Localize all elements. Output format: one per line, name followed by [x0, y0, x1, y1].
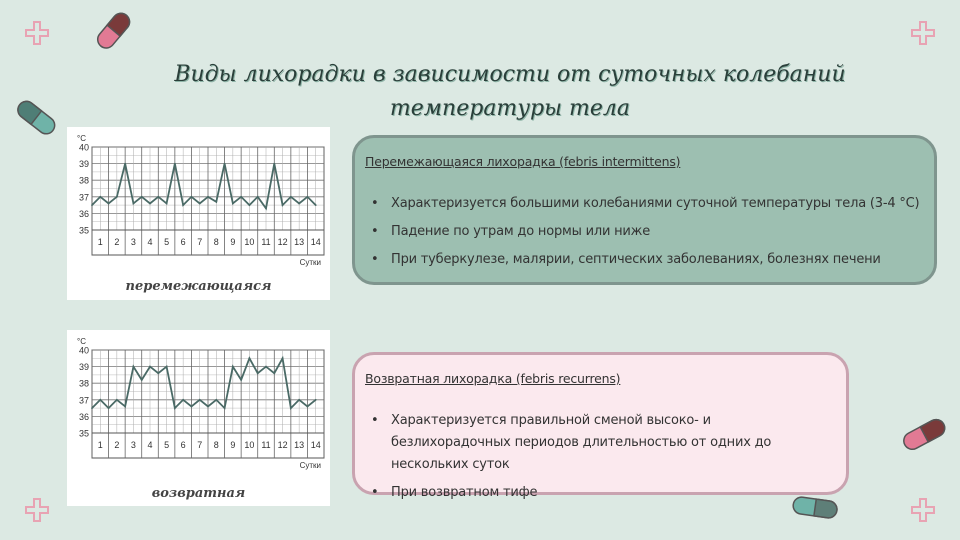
data-point	[191, 406, 193, 408]
data-point	[174, 163, 176, 165]
y-tick-label: 35	[78, 428, 89, 439]
data-point	[141, 196, 143, 198]
data-point	[108, 407, 110, 409]
chart-caption: возвратная	[151, 486, 246, 501]
data-point	[199, 399, 201, 401]
card-title: Возвратная лихорадка (febris recurrens)	[365, 371, 621, 386]
data-point	[182, 204, 184, 206]
y-tick-label: 38	[78, 175, 89, 186]
data-point	[257, 196, 259, 198]
data-point	[157, 372, 159, 374]
data-point	[149, 203, 151, 205]
day-label: 6	[180, 440, 186, 450]
recurrent-fever-card	[352, 352, 849, 500]
pill-icon	[92, 8, 136, 54]
intermittent-fever-chart-svg	[67, 127, 330, 300]
data-point	[108, 203, 110, 205]
day-label: 7	[197, 237, 203, 247]
data-point	[307, 196, 309, 198]
data-point	[124, 406, 126, 408]
day-label: 5	[164, 440, 170, 450]
data-point	[91, 407, 93, 409]
day-label: 14	[310, 440, 321, 450]
data-point	[133, 366, 135, 368]
day-label: 4	[147, 440, 153, 450]
y-tick-label: 38	[78, 378, 89, 389]
intermittent-fever-chart	[67, 127, 330, 300]
data-point	[232, 203, 234, 205]
card-title: Перемежающаяся лихорадка (febris intermittens)	[365, 154, 681, 169]
data-point	[116, 196, 118, 198]
bullet-item: • Падение по утрам до нормы или ниже	[365, 221, 922, 243]
data-point	[191, 196, 193, 198]
data-point	[282, 204, 284, 206]
data-point	[141, 379, 143, 381]
bullet-list	[365, 193, 922, 271]
day-label: 11	[261, 237, 271, 247]
day-label: 12	[277, 237, 288, 247]
data-point	[174, 407, 176, 409]
temperature-line	[92, 164, 316, 209]
y-axis-label: °С	[77, 337, 86, 346]
data-point	[182, 399, 184, 401]
bullet-list	[365, 410, 834, 504]
y-tick-label: 39	[78, 362, 89, 373]
data-point	[207, 196, 209, 198]
data-point	[265, 208, 267, 210]
y-tick-label: 40	[78, 345, 89, 356]
data-point	[116, 399, 118, 401]
y-tick-label: 37	[78, 192, 89, 203]
plus-icon	[24, 20, 50, 46]
y-tick-label: 36	[78, 411, 89, 422]
y-tick-label: 40	[78, 142, 89, 153]
data-point	[290, 407, 292, 409]
pill-icon	[12, 96, 60, 140]
day-label: 9	[230, 440, 236, 450]
data-point	[273, 372, 275, 374]
day-label: 11	[261, 440, 271, 450]
x-axis-label: Сутки	[299, 461, 321, 470]
page-title: Виды лихорадки в зависимости от суточных колебаний температуры тела	[174, 62, 846, 121]
y-tick-label: 39	[78, 159, 89, 170]
day-label: 13	[294, 237, 305, 247]
data-point	[249, 357, 251, 359]
data-point	[149, 366, 151, 368]
y-tick-label: 35	[78, 225, 89, 236]
data-point	[224, 407, 226, 409]
data-point	[166, 203, 168, 205]
day-label: 5	[164, 237, 170, 247]
day-label: 10	[244, 237, 255, 247]
day-label: 2	[114, 440, 120, 450]
day-label: 6	[180, 237, 186, 247]
recurrent-fever-chart	[67, 330, 330, 506]
chart-caption: перемежающаяся	[125, 279, 272, 294]
data-point	[290, 196, 292, 198]
plus-icon	[910, 497, 936, 523]
plus-icon	[24, 497, 50, 523]
data-point	[298, 203, 300, 205]
day-label: 2	[114, 237, 120, 247]
y-tick-label: 36	[78, 208, 89, 219]
day-label: 3	[130, 440, 136, 450]
data-point	[99, 196, 101, 198]
day-label: 7	[197, 440, 203, 450]
day-label: 12	[277, 440, 288, 450]
intermittent-fever-card	[352, 135, 937, 285]
data-point	[273, 163, 275, 165]
data-point	[315, 399, 317, 401]
data-point	[133, 203, 135, 205]
day-label: 9	[230, 237, 236, 247]
data-point	[224, 163, 226, 165]
day-label: 14	[310, 237, 321, 247]
pill-icon	[898, 414, 950, 454]
data-point	[157, 196, 159, 198]
data-point	[215, 399, 217, 401]
data-point	[249, 204, 251, 206]
day-label: 4	[147, 237, 153, 247]
data-point	[240, 379, 242, 381]
data-point	[166, 366, 168, 368]
bullet-item: • При туберкулезе, малярии, септических заболеваниях, болезнях печени	[365, 249, 922, 271]
x-axis-label: Сутки	[299, 258, 321, 267]
bullet-item: • Характеризуется правильной сменой высоко- и безлихорадочных периодов длительностью от одних до нескольких суток	[365, 410, 834, 476]
data-point	[99, 399, 101, 401]
data-point	[124, 163, 126, 165]
day-label: 8	[213, 237, 219, 247]
recurrent-fever-chart-svg	[67, 330, 330, 506]
data-point	[282, 357, 284, 359]
data-point	[215, 201, 217, 203]
data-point	[265, 366, 267, 368]
data-point	[298, 399, 300, 401]
day-label: 8	[213, 440, 219, 450]
y-axis-label: °С	[77, 134, 86, 143]
data-point	[240, 196, 242, 198]
data-point	[91, 204, 93, 206]
day-label: 1	[97, 237, 103, 247]
data-point	[307, 406, 309, 408]
day-label: 10	[244, 440, 255, 450]
y-tick-label: 37	[78, 395, 89, 406]
bullet-item: • Характеризуется большими колебаниями суточной температуры тела (3-4 °С)	[365, 193, 922, 215]
day-label: 3	[130, 237, 136, 247]
day-label: 1	[97, 440, 103, 450]
data-point	[232, 366, 234, 368]
day-label: 13	[294, 440, 305, 450]
data-point	[315, 204, 317, 206]
data-point	[257, 372, 259, 374]
data-point	[199, 203, 201, 205]
plus-icon	[910, 20, 936, 46]
data-point	[207, 406, 209, 408]
bullet-item: • При возвратном тифе	[365, 482, 834, 504]
